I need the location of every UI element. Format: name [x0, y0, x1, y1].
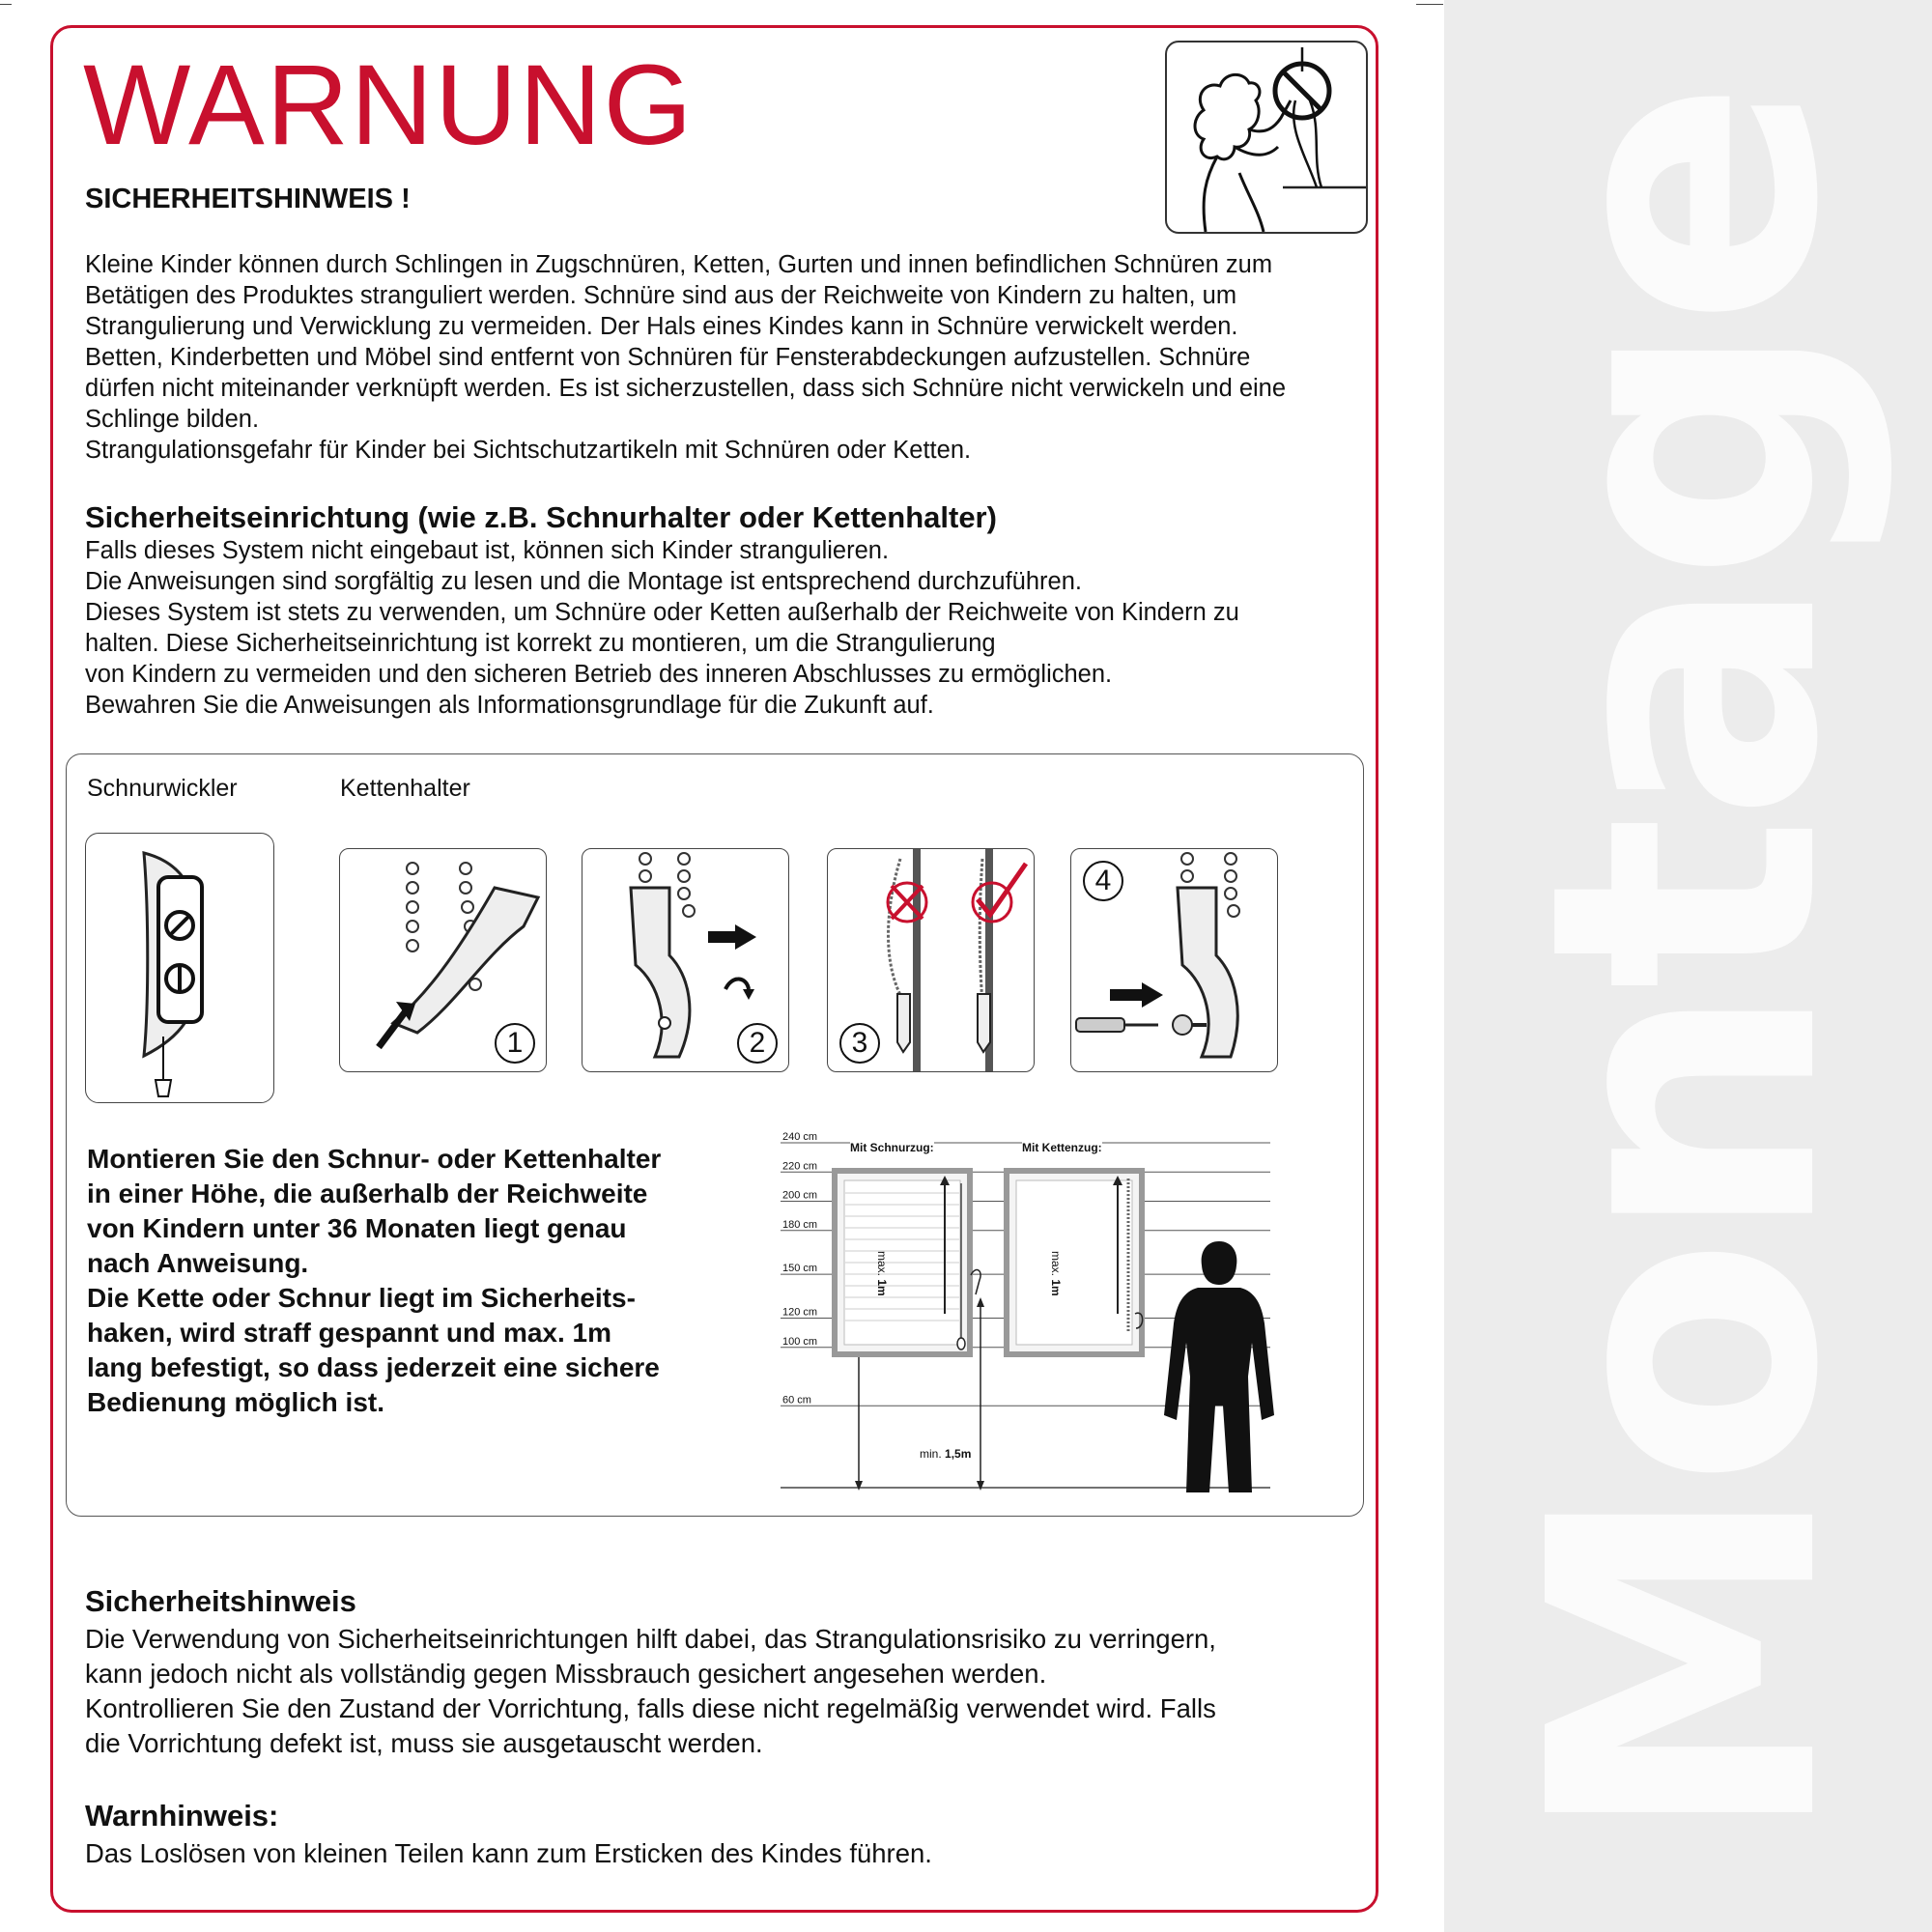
step-3-illustration	[827, 848, 1035, 1072]
step-4-illustration	[1070, 848, 1278, 1072]
crop-line-left	[0, 4, 12, 5]
height-label: 180 cm	[782, 1218, 818, 1231]
intro-line: dürfen nicht miteinander verknüpft werden. Es ist sicherzustellen, dass sich Schnüre nicht verwickeln und eine	[85, 375, 1287, 402]
mounting-line: Bedienung möglich ist.	[87, 1387, 385, 1417]
chain-holder-label: Kettenhalter	[340, 775, 470, 802]
height-label: 100 cm	[782, 1335, 818, 1348]
device-line: Dieses System ist stets zu verwenden, um Schnüre oder Ketten außerhalb der Reichweite von Kindern zu	[85, 599, 1239, 626]
notice-paragraph	[85, 1622, 1370, 1761]
label-with-chain: Mit Kettenzug:	[1022, 1141, 1102, 1154]
intro-line: Strangulierung und Verwicklung zu vermeiden. Der Hals eines Kindes kann in Schnüre verwickelt werden.	[85, 313, 1238, 340]
notice-line: Die Verwendung von Sicherheitseinrichtungen hilft dabei, das Strangulationsrisiko zu verringern,	[85, 1624, 1216, 1654]
mounting-instructions	[87, 1142, 744, 1420]
max-value: 1m	[1049, 1279, 1063, 1296]
mounting-line: Montieren Sie den Schnur- oder Kettenhalter	[87, 1144, 662, 1174]
warning-text: Das Loslösen von kleinen Teilen kann zum Ersticken des Kindes führen.	[85, 1838, 932, 1868]
max-length-label-cord	[875, 1251, 889, 1296]
step-number-2: 2	[737, 1023, 778, 1064]
device-line: Falls dieses System nicht eingebaut ist, können sich Kinder strangulieren.	[85, 537, 890, 564]
warning-heading: Warnhinweis:	[85, 1799, 279, 1833]
max-value: 1m	[875, 1279, 889, 1296]
page-title: WARNUNG	[83, 42, 695, 169]
device-line: halten. Diese Sicherheitseinrichtung ist korrekt zu montieren, um die Strangulierung	[85, 630, 996, 657]
cord-winder-label: Schnurwickler	[87, 775, 238, 802]
intro-line: Schlinge bilden.	[85, 406, 260, 433]
notice-line: Kontrollieren Sie den Zustand der Vorrichtung, falls diese nicht regelmäßig verwendet wird. Falls	[85, 1693, 1216, 1723]
cord-winder-illustration	[85, 833, 274, 1103]
step-1-illustration	[339, 848, 547, 1072]
device-line: Bewahren Sie die Anweisungen als Informationsgrundlage für die Zukunft auf.	[85, 692, 934, 719]
height-label: 240 cm	[782, 1131, 818, 1143]
mounting-line: nach Anweisung.	[87, 1248, 309, 1278]
min-value: 1,5m	[945, 1447, 972, 1461]
device-line: von Kindern zu vermeiden und den sicheren Betrieb des inneren Abschlusses zu ermöglichen.	[85, 661, 1113, 688]
height-diagram	[773, 1125, 1275, 1502]
safety-heading: SICHERHEITSHINWEIS !	[85, 184, 411, 214]
intro-line: Betten, Kinderbetten und Möbel sind entfernt von Schnüren für Fensterabdeckungen aufzustellen. Schnüre	[85, 344, 1251, 371]
device-paragraph	[85, 535, 1370, 721]
max-prefix: max.	[875, 1251, 889, 1277]
device-heading: Sicherheitseinrichtung (wie z.B. Schnurhalter oder Kettenhalter)	[85, 500, 997, 534]
intro-line: Strangulationsgefahr für Kinder bei Sichtschutzartikeln mit Schnüren oder Ketten.	[85, 437, 972, 464]
height-label: 120 cm	[782, 1306, 818, 1319]
notice-heading: Sicherheitshinweis	[85, 1584, 356, 1618]
min-height-label	[920, 1447, 971, 1461]
side-watermark-text: Montage	[1471, 86, 1899, 1846]
min-prefix: min.	[920, 1447, 942, 1461]
height-label: 150 cm	[782, 1263, 818, 1275]
step-number-1: 1	[495, 1023, 535, 1064]
mounting-line: lang befestigt, so dass jederzeit eine sichere	[87, 1352, 660, 1382]
height-label: 220 cm	[782, 1160, 818, 1173]
step-number-3: 3	[839, 1023, 880, 1064]
mounting-line: Die Kette oder Schnur liegt im Sicherheits-	[87, 1283, 636, 1313]
mounting-line: haken, wird straff gespannt und max. 1m	[87, 1318, 612, 1348]
crop-line-right	[1416, 4, 1443, 5]
step-number-4: 4	[1083, 861, 1123, 901]
intro-line: Betätigen des Produktes stranguliert werden. Schnüre sind aus der Reichweite von Kindern zu halten, um	[85, 282, 1237, 309]
label-with-cord: Mit Schnurzug:	[850, 1141, 934, 1154]
height-label: 200 cm	[782, 1189, 818, 1202]
intro-line: Kleine Kinder können durch Schlingen in Zugschnüren, Ketten, Gurten und innen befindlichen Schnüren zum	[85, 251, 1273, 278]
mounting-line: in einer Höhe, die außerhalb der Reichweite	[87, 1179, 648, 1208]
intro-paragraph	[85, 249, 1370, 466]
device-line: Die Anweisungen sind sorgfältig zu lesen und die Montage ist entsprechend durchzuführen.	[85, 568, 1082, 595]
step-2-illustration	[582, 848, 789, 1072]
max-length-label-chain	[1049, 1251, 1063, 1296]
mounting-line: von Kindern unter 36 Monaten liegt genau	[87, 1213, 627, 1243]
height-label: 60 cm	[782, 1394, 811, 1406]
child-grabbing-cord-prohibited-icon	[1165, 41, 1368, 234]
max-prefix: max.	[1049, 1251, 1063, 1277]
notice-line: die Vorrichtung defekt ist, muss sie ausgetauscht werden.	[85, 1728, 763, 1758]
notice-line: kann jedoch nicht als vollständig gegen Missbrauch gesichert angesehen werden.	[85, 1659, 1047, 1689]
